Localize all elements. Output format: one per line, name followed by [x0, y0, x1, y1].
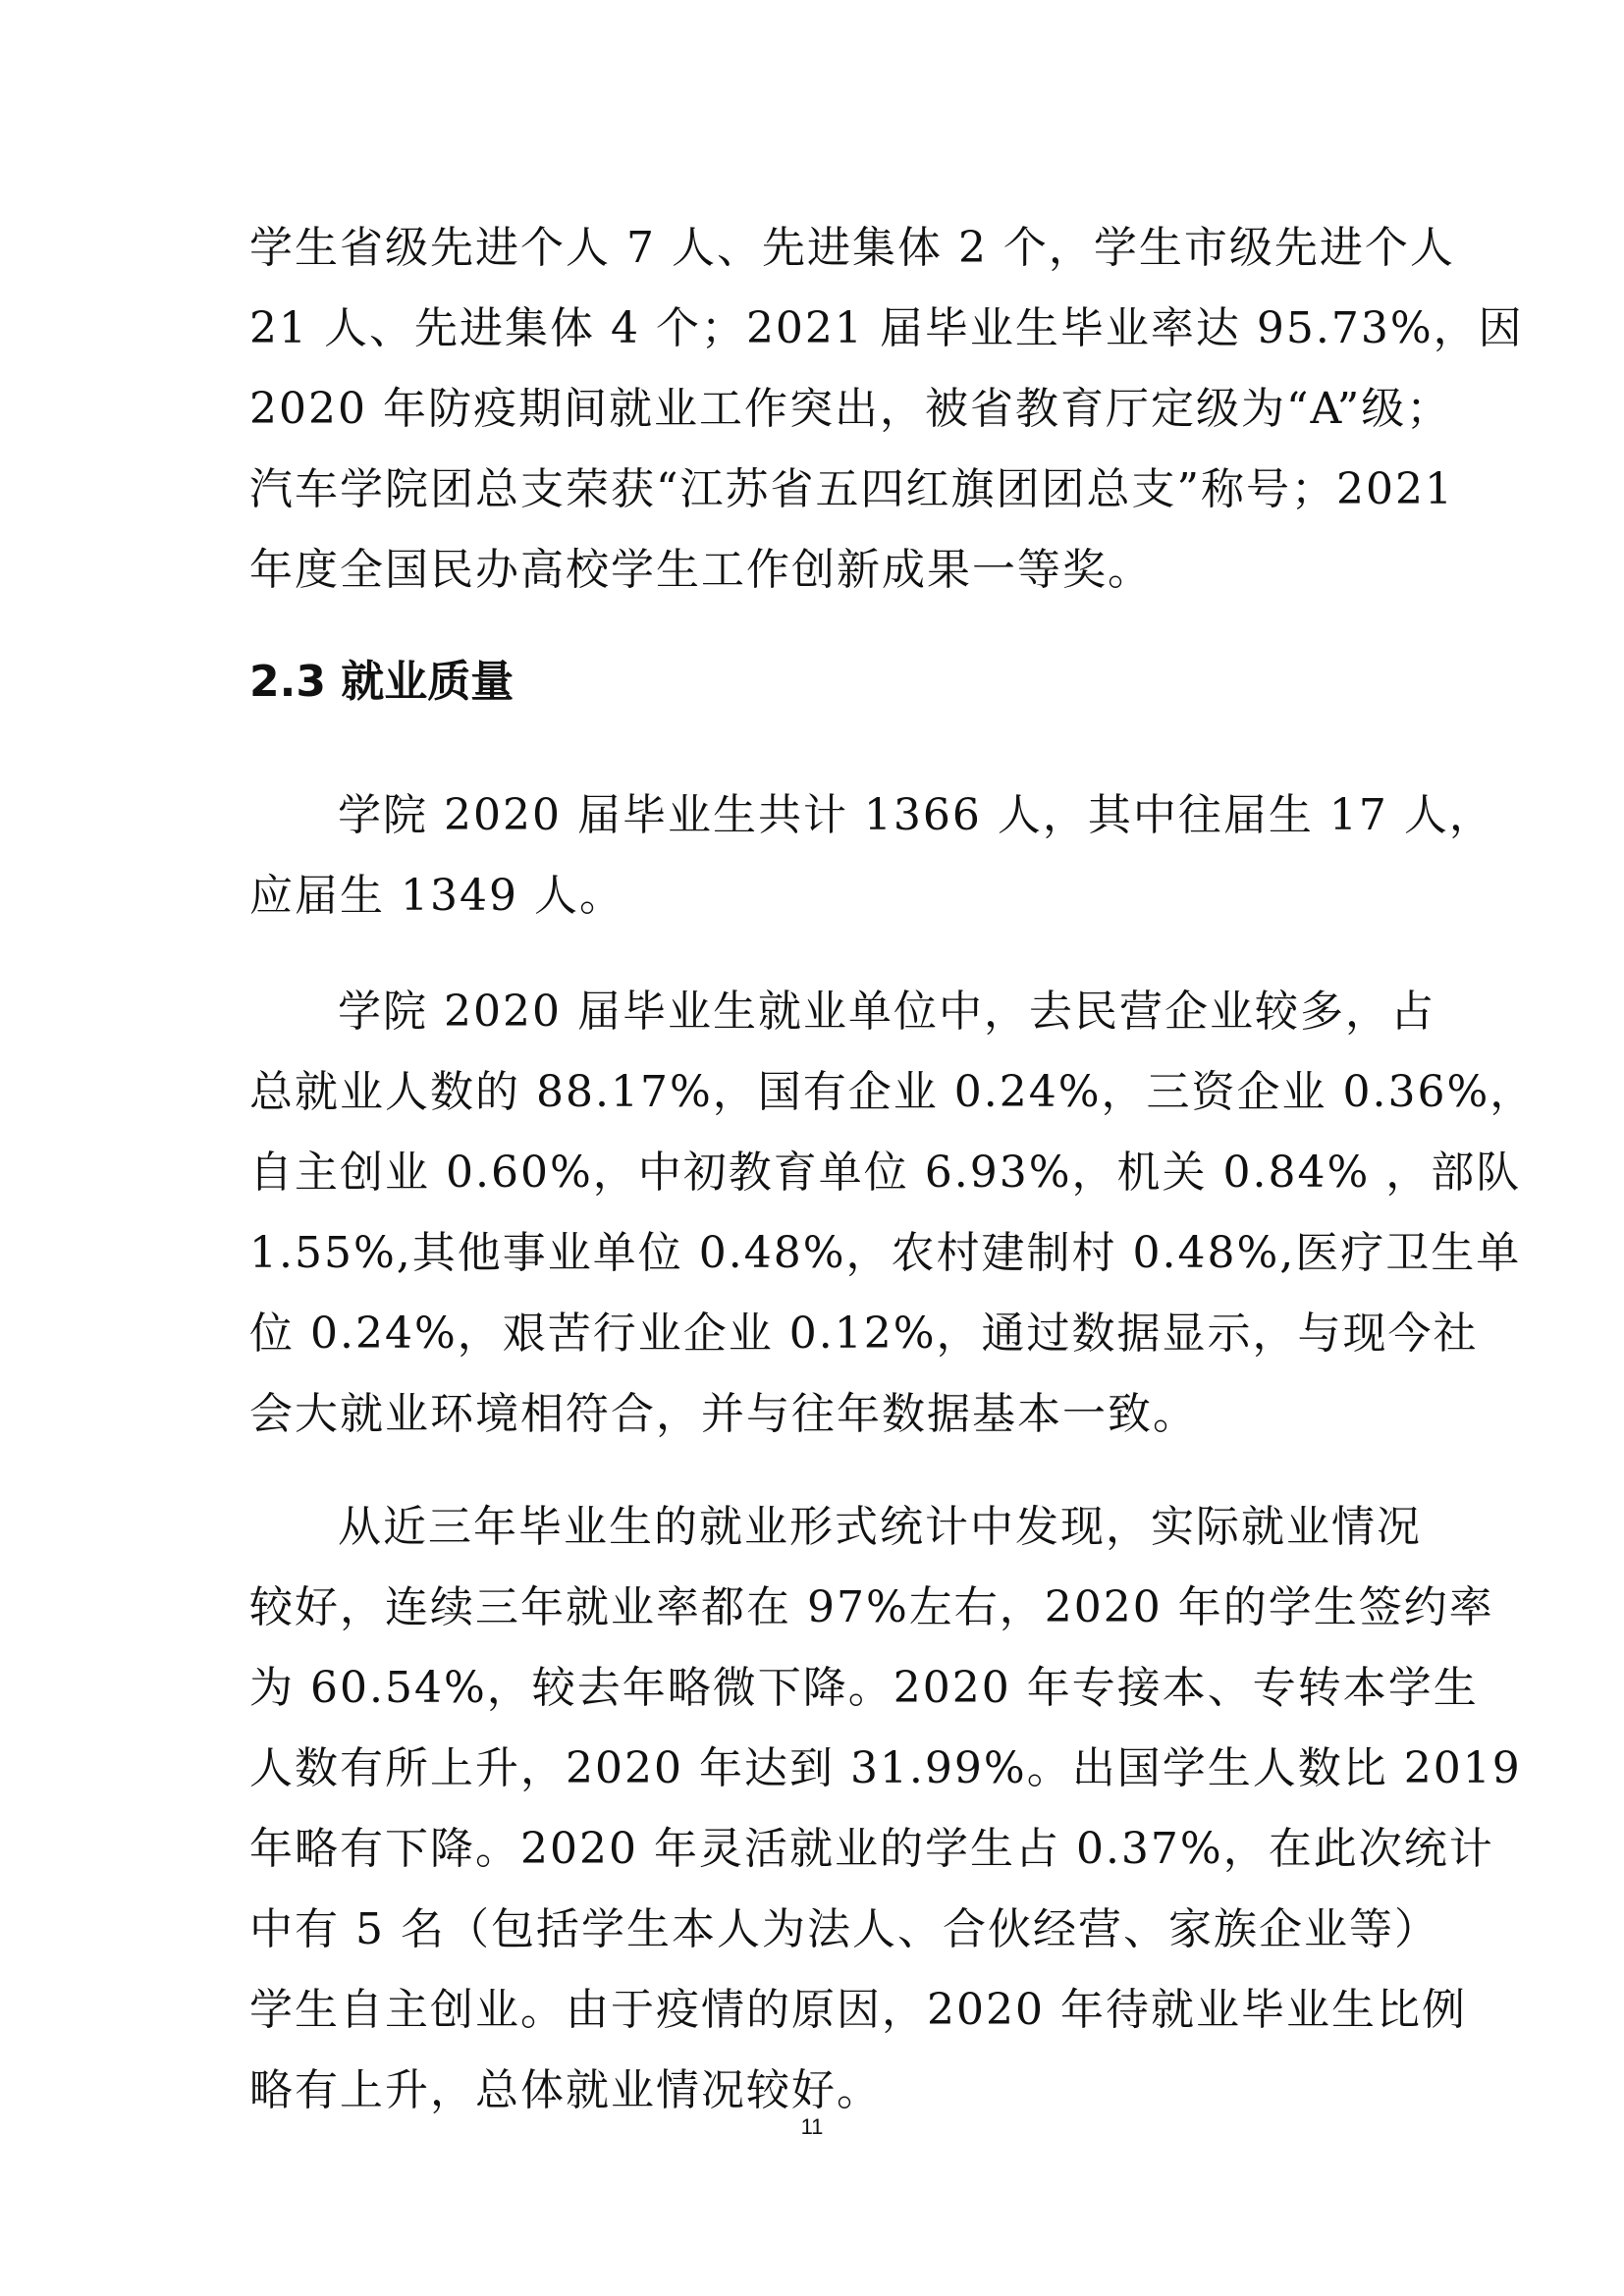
paragraph-line: 总就业人数的 88.17%，国有企业 0.24%，三资企业 0.36%， [249, 1067, 1536, 1117]
paragraph-line: 为 60.54%，较去年略微下降。2020 年专接本、专转本学生 [249, 1663, 1479, 1713]
page-number: 11 [800, 2114, 824, 2139]
paragraph-awards [249, 208, 1524, 611]
paragraph-line: 从近三年毕业生的就业形式统计中发现，实际就业情况 [338, 1502, 1422, 1552]
paragraph-line: 自主创业 0.60%，中初教育单位 6.93%，机关 0.84% ，部队 [249, 1148, 1522, 1198]
paragraph-line: 应届生 1349 人。 [249, 871, 624, 921]
paragraph-line: 年度全国民办高校学生工作创新成果一等奖。 [249, 545, 1153, 595]
paragraph-line: 略有上升，总体就业情况较好。 [249, 2065, 882, 2115]
paragraph-line: 会大就业环境相符合，并与往年数据基本一致。 [249, 1389, 1198, 1439]
paragraph-line: 1.55%,其他事业单位 0.48%，农村建制村 0.48%,医疗卫生单 [249, 1228, 1522, 1278]
paragraph-line: 中有 5 名（包括学生本人为法人、合伙经营、家族企业等） [249, 1904, 1439, 1954]
paragraph-line: 较好，连续三年就业率都在 97%左右，2020 年的学生签约率 [249, 1582, 1494, 1632]
paragraph-line: 学院 2020 届毕业生共计 1366 人，其中往届生 17 人， [338, 790, 1494, 840]
paragraph-line: 汽车学院团总支荣获“江苏省五四红旗团团总支”称号；2021 [249, 464, 1454, 514]
paragraph-line: 人数有所上升，2020 年达到 31.99%。出国学生人数比 2019 [249, 1743, 1522, 1793]
paragraph-line: 年略有下降。2020 年灵活就业的学生占 0.37%，在此次统计 [249, 1824, 1494, 1874]
paragraph-line: 位 0.24%，艰苦行业企业 0.12%，通过数据显示，与现今社 [249, 1308, 1479, 1359]
paragraph-employment-trends [249, 1487, 1522, 2131]
paragraph-employer-types [249, 972, 1536, 1455]
paragraph-line: 2020 年防疫期间就业工作突出，被省教育厅定级为“A”级； [249, 384, 1452, 434]
paragraph-line: 学生省级先进个人 7 人、先进集体 2 个，学生市级先进个人 [249, 223, 1455, 273]
section-heading: 2.3 就业质量 [249, 657, 514, 707]
paragraph-line: 21 人、先进集体 4 个；2021 届毕业生毕业率达 95.73%，因 [249, 303, 1524, 353]
paragraph-graduate-count [249, 775, 1494, 936]
paragraph-line: 学院 2020 届毕业生就业单位中，去民营企业较多，占 [338, 987, 1435, 1037]
paragraph-line: 学生自主创业。由于疫情的原因，2020 年待就业毕业生比例 [249, 1985, 1467, 2035]
